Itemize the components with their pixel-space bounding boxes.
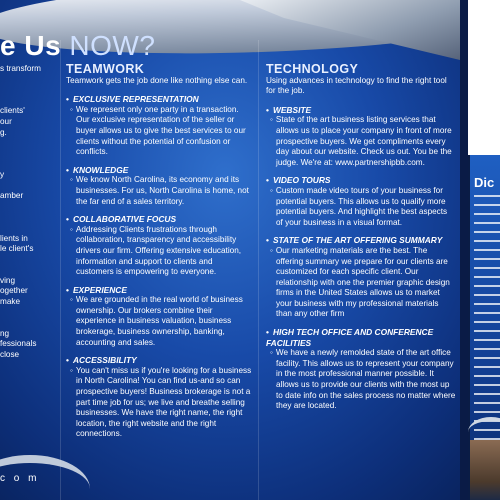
teamwork-section [66,165,252,207]
left-column-line: y [0,169,5,179]
technology-intro: Using advances in technology to find the right tool for the job. [266,75,447,96]
bullet-icon: • [266,175,269,186]
bullet-icon: • [266,327,269,338]
teamwork-section-title-text: EXPERIENCE [72,284,127,295]
sub-bullet-icon: ◦ [70,224,73,234]
teamwork-section-body-text: You can't miss us if you're looking for a business in North Carolina! You can find us-and so can prospective buyers! Business brokerage is not a part time job for us; we live and breathe selling businesses. We have the right name, the right location, the right website and the right connections. [75,365,252,439]
headline [0,30,155,62]
technology-section-title-text: VIDEO TOURS [272,175,331,186]
technology-section-title [266,175,456,186]
teamwork-section-body [70,175,252,207]
column-divider-left [60,40,61,500]
left-column-line [0,181,55,192]
teamwork-section-title [66,285,252,296]
technology-section-title-text: HIGH TECH OFFICE AND CONFERENCE FACILITIES [266,327,434,348]
technology-title: TECHNOLOGY [266,62,359,76]
teamwork-section [66,355,252,440]
headline-part1: e Us [0,30,62,61]
left-column-line: ving [0,275,16,285]
teamwork-section-title-text: COLLABORATIVE FOCUS [72,214,177,225]
technology-section-body-text: Custom made video tours of your business for potential buyers. This allows us to qualify more potential buyers. And highlight the best aspects of your business in a visual format. [275,185,448,227]
sub-bullet-icon: ◦ [70,295,73,305]
left-column-line [0,308,55,319]
left-column-line [0,223,55,234]
bullet-icon: • [66,164,69,175]
left-footer-text: c o m [0,473,40,484]
technology-section-title [266,327,456,348]
left-column-line: g. [0,127,7,137]
left-column-line [0,85,55,96]
teamwork-section [66,285,252,349]
technology-section-body [270,348,456,412]
bottom-swoosh-decoration [0,455,90,500]
technology-section-body-text: State of the art business listing services that allows us to place your company in front of more prospective buyers. We get compliments every day about our website. Check us out. You be the judge. We're at: www.partnershipbb.com. [275,115,452,167]
teamwork-section-title-text: KNOWLEDGE [72,164,129,175]
technology-section-body-text: We have a newly remolded state of the art office facility. This allows us to represent your company in the most professional manner possible. It allows us to provide our clients with the most up to date info on the sales process no matter where they are located. [275,348,456,411]
technology-section [266,105,456,169]
technology-section-body-text: Our marketing materials are the best. The offering summary we prepare for our clients are customized for each specific client. Our relationship with one the premier graphic design firms in the United States allows us to market your business with my professional materials than any other firm [275,245,450,319]
teamwork-section-title-text: ACCESSIBILITY [72,355,137,366]
teamwork-section-title [66,165,252,176]
teamwork-section [66,94,252,158]
left-column-line: our [0,116,12,126]
bullet-icon: • [66,355,69,366]
sub-bullet-icon: ◦ [270,245,273,255]
right-panel-background [468,0,500,155]
sub-bullet-icon: ◦ [70,175,73,185]
sub-bullet-icon: ◦ [270,115,273,125]
left-column-line [0,75,55,86]
teamwork-section-body-text: Addressing Clients frustrations through collaboration, transparency and accessibility drivers our firm. Offering extensive education, information and support to clients and customers is empowering to everyone. [75,224,242,277]
teamwork-intro: Teamwork gets the job done like nothing else can. [66,75,248,85]
left-column-line: make [0,297,21,307]
left-column-line: lients in [0,233,28,243]
left-column-line: ogether [0,286,28,296]
bullet-icon: • [266,235,269,246]
left-column-line [0,159,55,170]
teamwork-section-body [70,104,252,158]
technology-column [266,64,456,419]
bullet-icon: • [66,214,69,225]
teamwork-section-body [70,224,252,278]
right-brochure-panel [468,155,500,500]
headline-part2: NOW? [61,30,156,61]
technology-section-title [266,105,456,116]
teamwork-section-body [70,295,252,348]
teamwork-section [66,214,252,278]
right-panel-photo [470,440,500,500]
teamwork-section-title [66,355,252,366]
column-divider-middle [258,40,259,500]
left-column-line: close [0,350,20,360]
left-column-line [0,255,55,266]
teamwork-column [66,64,252,447]
left-column-line: le client's [0,244,34,254]
teamwork-section-title-text: EXCLUSIVE REPRESENTATION [72,94,199,105]
left-column-line [0,96,55,107]
left-column-line [0,265,55,276]
teamwork-section-body-text: We represent only one party in a transaction. Our exclusive representation of the seller or buyer allows us to give the best services to our clients without the potential of confusion or conflicts. [75,104,246,157]
technology-section-body [270,245,456,320]
technology-section [266,327,456,412]
right-panel-title: Dic [474,175,495,190]
teamwork-sections [66,94,252,440]
left-column-line: ng [0,328,10,338]
left-column-line [0,318,55,329]
left-column-line [0,138,55,149]
sub-bullet-icon: ◦ [270,348,273,358]
sub-bullet-icon: ◦ [70,104,73,114]
technology-section-title-text: STATE OF THE ART OFFERING SUMMARY [272,235,443,246]
left-column-line: clients' [0,106,25,116]
technology-section-body [270,185,456,228]
teamwork-section-body [70,365,252,440]
right-panel-text-lines [474,195,500,447]
left-column-line: amber [0,191,24,201]
left-column-line [0,212,55,223]
left-column-line: s transform [0,64,41,73]
teamwork-section-body-text: We know North Carolina, its economy and its businesses. For us, North Carolina is home, not the far end of a sales territory. [75,175,249,206]
left-column-line: fessionals [0,339,37,349]
technology-section [266,235,456,320]
technology-section-title-text: WEBSITE [272,104,312,115]
technology-section-body [270,115,456,168]
bullet-icon: • [266,104,269,115]
bullet-icon: • [66,94,69,105]
teamwork-section-title [66,214,252,225]
teamwork-title: TEAMWORK [66,62,145,76]
bullet-icon: • [66,284,69,295]
panel-gap [460,0,468,500]
left-column-line [0,149,55,160]
left-column-line [0,202,55,213]
teamwork-section-body-text: We are grounded in the real world of business ownership. Our brokers combine their experience in business valuation, business brokerage, business ownership, banking, accounting and sales. [75,295,243,347]
technology-section-title [266,235,456,246]
left-column-fragment [0,64,55,361]
sub-bullet-icon: ◦ [270,185,273,195]
teamwork-section-title [66,94,252,105]
technology-sections [266,105,456,412]
technology-section [266,175,456,228]
sub-bullet-icon: ◦ [70,365,73,375]
